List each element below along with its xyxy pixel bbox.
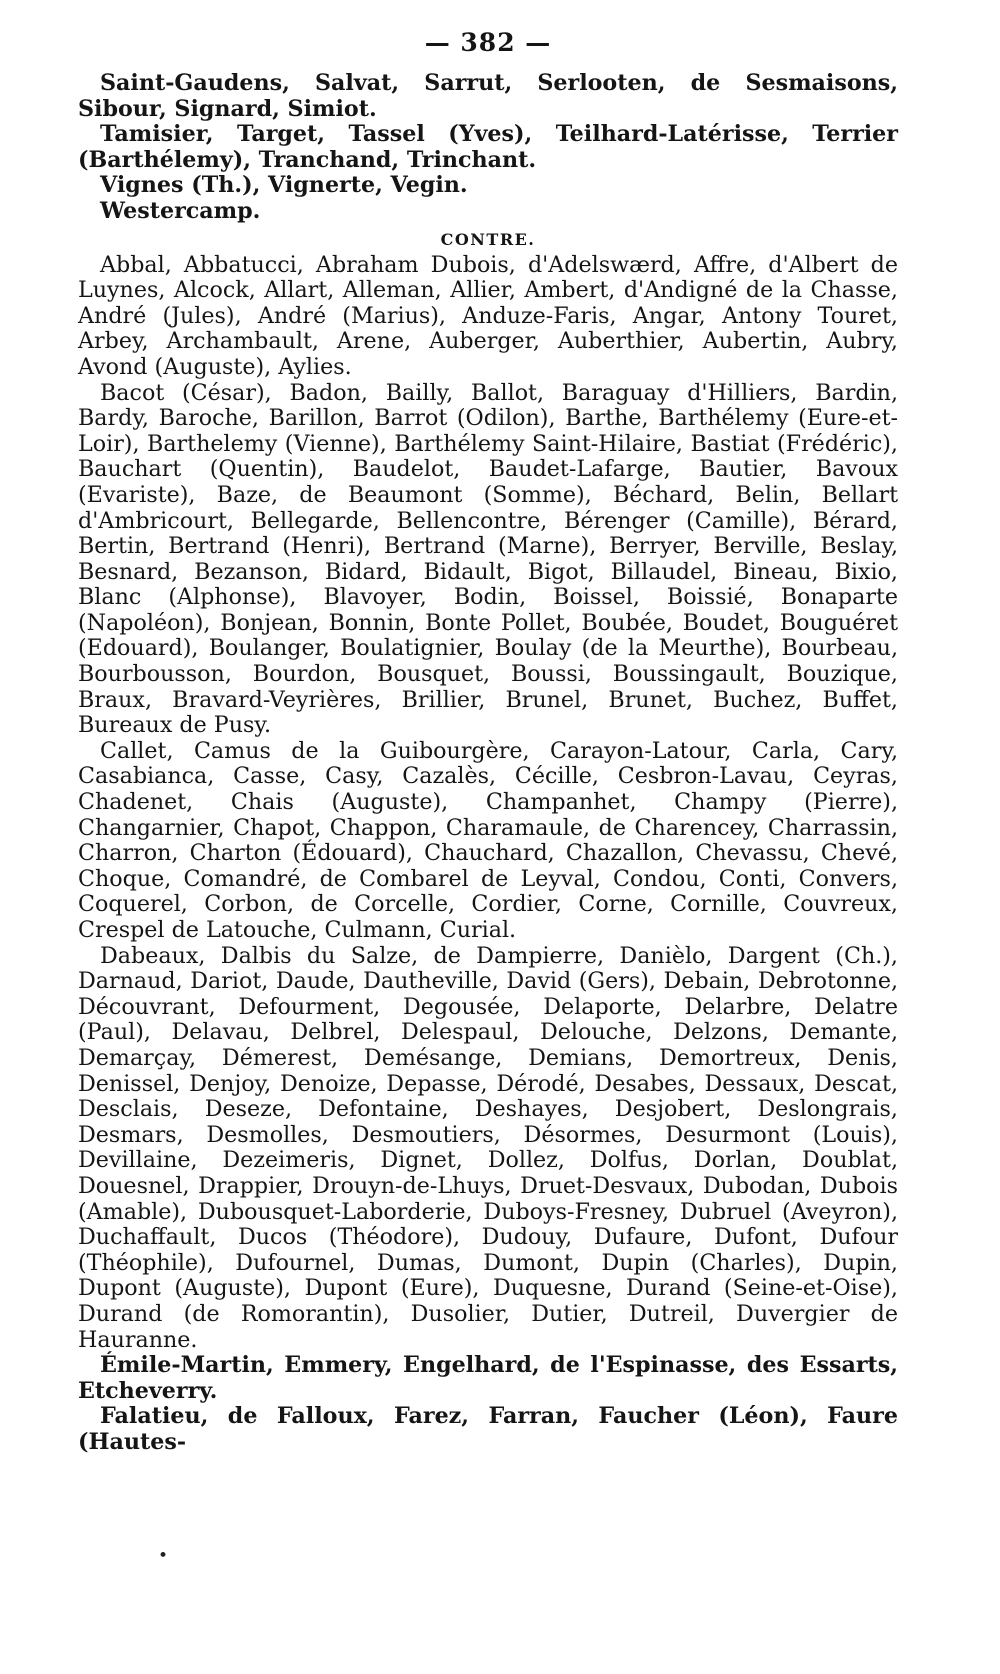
pour-continuation-list <box>78 71 898 225</box>
contre-paragraph-a: Abbal, Abbatucci, Abraham Dubois, d'Adelswærd, Affre, d'Albert de Luynes, Alcock, Allart, Alleman, Allier, Ambert, d'Andigné de la Chasse, André (Jules), André (Marius), Anduze-Faris, Angar, Antony Touret, Arbey, Archambault, Arene, Auberger, Auberthier, Aubertin, Aubry, Avond (Auguste), Aylies. <box>78 251 898 380</box>
document-page <box>78 28 898 1455</box>
contre-paragraph-d: Dabeaux, Dalbis du Salze, de Dampierre, Danièlo, Dargent (Ch.), Darnaud, Dariot, Daude, Dautheville, David (Gers), Debain, Debrotonne, Découvrant, Defourment, Degousée, Delaporte, Delarbre, Delatre (Paul), Delavau, Delbrel, Delespaul, Delouche, Delzons, Demante, Demarçay, Démerest, Demésange, Demians, Demortreux, Denis, Denissel, Denjoy, Denoize, Depasse, Dérodé, Desabes, Dessaux, Descat, Desclais, Deseze, Defontaine, Deshayes, Desjobert, Deslongrais, Desmars, Desmolles, Desmoutiers, Désormes, Desurmont (Louis), Devillaine, Dezeimeris, Dignet, Dollez, Dolfus, Dorlan, Doublat, Douesnel, Drappier, Drouyn-de-Lhuys, Druet-Desvaux, Dubodan, Dubois (Amable), Dubousquet-Laborderie, Duboys-Fresney, Dubruel (Aveyron), Duchaffault, Ducos (Théodore), Dudouy, Dufaure, Dufont, Dufour (Théophile), Dufournel, Dumas, Dumont, Dupin (Charles), Dupin, Dupont (Auguste), Dupont (Eure), Duquesne, Durand (Seine-et-Oise), Durand (de Romorantin), Dusolier, Dutier, Dutreil, Duvergier de Hauranne. <box>78 942 898 1353</box>
contre-list-bold <box>78 1353 898 1455</box>
contre-heading: CONTRE. <box>440 229 536 249</box>
bullet-mark: • <box>158 1546 169 1566</box>
page-number: — 382 — <box>424 28 552 57</box>
contre-paragraph-b: Bacot (César), Badon, Bailly, Ballot, Baraguay d'Hilliers, Bardin, Bardy, Baroche, Barillon, Barrot (Odilon), Barthe, Barthélemy (Eure-et-Loir), Barthelemy (Vienne), Barthélemy Saint-Hilaire, Bastiat (Frédéric), Bauchart (Quentin), Baudelot, Baudet-Lafarge, Bautier, Bavoux (Evariste), Baze, de Beaumont (Somme), Béchard, Belin, Bellart d'Ambricourt, Bellegarde, Bellencontre, Bérenger (Camille), Bérard, Bertin, Bertrand (Henri), Bertrand (Marne), Berryer, Berville, Beslay, Besnard, Bezanson, Bidard, Bidault, Bigot, Billaudel, Bineau, Bixio, Blanc (Alphonse), Blavoyer, Bodin, Boissel, Boissié, Bonaparte (Napoléon), Bonjean, Bonnin, Bonte Pollet, Boubée, Boudet, Bouguéret (Edouard), Boulanger, Boulatignier, Boulay (de la Meurthe), Bourbeau, Bourbousson, Bourdon, Bousquet, Boussi, Boussingault, Bouzique, Braux, Bravard-Veyrières, Brillier, Brunel, Brunet, Buchez, Buffet, Bureaux de Pusy. <box>78 379 898 739</box>
contre-paragraph-c: Callet, Camus de la Guibourgère, Carayon-Latour, Carla, Cary, Casabianca, Casse, Casy, Cazalès, Cécille, Cesbron-Lavau, Ceyras, Chadenet, Chais (Auguste), Champanhet, Champy (Pierre), Changarnier, Chapot, Chappon, Charamaule, de Charencey, Charrassin, Charron, Charton (Édouard), Chauchard, Chazallon, Chevassu, Chevé, Choque, Comandré, de Combarel de Leyval, Condou, Conti, Convers, Coquerel, Corbon, de Corcelle, Cordier, Corne, Cornille, Couvreux, Crespel de Latouche, Culmann, Curial. <box>78 737 898 943</box>
contre-paragraph-e: Émile-Martin, Emmery, Engelhard, de l'Espinasse, des Essarts, Etcheverry. <box>78 1352 898 1404</box>
pour-paragraph-w: Westercamp. <box>100 197 261 224</box>
pour-paragraph-s: Saint-Gaudens, Salvat, Sarrut, Serlooten, de Sesmaisons, Sibour, Signard, Simiot. <box>78 70 898 122</box>
pour-paragraph-t: Tamisier, Target, Tassel (Yves), Teilhard-Latérisse, Terrier (Barthélemy), Tranchand, Trinchant. <box>78 121 898 173</box>
contre-paragraph-f: Falatieu, de Falloux, Farez, Farran, Faucher (Léon), Faure (Hautes- <box>78 1403 898 1455</box>
contre-list <box>78 253 898 1354</box>
pour-paragraph-v: Vignes (Th.), Vignerte, Vegin. <box>100 172 468 199</box>
